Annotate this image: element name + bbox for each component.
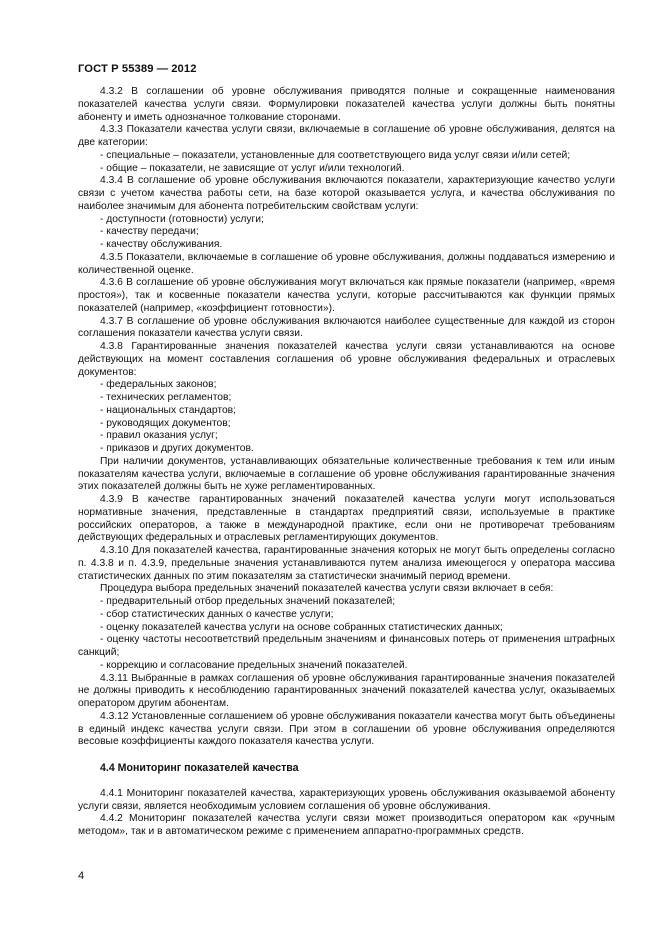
paragraph: 4.3.7 В соглашение об уровне обслуживания включаются наиболее существенные для каждой из сторон соглашения показатели качества услуги связи.	[78, 315, 615, 340]
list-item: - качеству обслуживания.	[100, 239, 223, 250]
section-heading: 4.4 Мониторинг показателей качества	[100, 762, 299, 774]
paragraph: 4.3.9 В качестве гарантированных значений показателей качества услуги могут использоваться нормативные значения, представленные в стандартах предприятий связи, используемые в практике российских операторов, а также в международной практике, если они не противоречат требованиям действующих федеральных и отраслевых регламентирующих документов.	[78, 494, 615, 544]
paragraph: 4.3.11 Выбранные в рамках соглашения об уровне обслуживания гарантированные значения показателей не должны приводить к несоблюдению гарантированных значений показателей качества услуг, оказываемых оператором другим абонентам.	[78, 672, 615, 709]
document-body	[78, 86, 615, 839]
paragraph: При наличии документов, устанавливающих обязательные количественные требования к тем или иным показателям качества услуги, включаемые в соглашение об уровне обслуживания гарантированные значения этих показателей должны быть не хуже регламентированных.	[78, 455, 615, 493]
page-number: 4	[78, 870, 85, 882]
paragraph: 4.4.2 Мониторинг показателей качества услуги связи может производиться оператором как «ручным методом», так и в автоматическом режиме с применением аппаратно-программных средств.	[78, 813, 615, 837]
list-item: - технических регламентов;	[100, 392, 232, 403]
list-item: - доступности (готовности) услуги;	[100, 213, 264, 225]
list-item: - предварительный отбор предельных значений показателей;	[100, 596, 396, 607]
list-item: - правил оказания услуг;	[100, 430, 218, 442]
paragraph: 4.3.8 Гарантированные значения показателей качества услуги связи устанавливаются на основе действующих на момент составления соглашения об уровне обслуживания федеральных и отраслевых документов:	[78, 341, 615, 378]
paragraph: 4.4.1 Мониторинг показателей качества, характеризующих уровень обслуживания оказываемой абоненту услуги связи, является необходимым условием соглашения об уровне обслуживания.	[78, 787, 615, 812]
document-header: ГОСТ Р 55389 — 2012	[78, 63, 197, 75]
paragraph: 4.3.12 Установленные соглашением об уровне обслуживания показатели качества могут быть объединены в единый индекс качества услуги связи. При этом в соглашении об уровне обслуживания определяются весовые коэффициенты каждого показателя качества услуги.	[78, 710, 615, 748]
list-item: - общие – показатели, не зависящие от услуг и/или технологий.	[100, 162, 405, 174]
list-item: - коррекцию и согласование предельных значений показателей.	[100, 659, 408, 671]
list-item: - приказов и других документов.	[100, 443, 254, 454]
list-item: - качеству передачи;	[100, 226, 199, 238]
paragraph: Процедура выбора предельных значений показателей качества услуги связи включает в себя:	[100, 583, 554, 595]
paragraph: 4.3.10 Для показателей качества, гарантированные значения которых не могут быть определены согласно п. 4.3.8 и п. 4.3.9, предельные значения устанавливаются путем анализа имеющегося у оператора массива статистических данных по этим показателям за статистически значимый период времени.	[78, 545, 615, 582]
paragraph: 4.3.5 Показатели, включаемые в соглашение об уровне обслуживания, должны поддаваться измерению и количественной оценке.	[78, 251, 615, 276]
paragraph: 4.3.6 В соглашение об уровне обслуживания могут включаться как прямые показатели (например, «время простоя»), так и косвенные показатели качества услуги, которые рассчитываются как функции прямых показателей (например, «коэффициент готовности»).	[78, 277, 615, 314]
list-item: - руководящих документов;	[100, 417, 231, 429]
paragraph: 4.3.3 Показатели качества услуги связи, включаемые в соглашение об уровне обслуживания, делятся на две категории:	[78, 124, 615, 148]
list-item: - федеральных законов;	[100, 379, 217, 391]
paragraph: - оценку частоты несоответствий предельным значениям и финансовых потерь от применения штрафных санкций;	[78, 634, 615, 658]
list-item: - национальных стандартов;	[100, 404, 237, 416]
list-item: - оценку показателей качества услуги на основе собранных статистических данных;	[100, 621, 503, 633]
list-item: - сбор статистических данных о качестве услуги;	[100, 608, 334, 620]
paragraph: 4.3.4 В соглашение об уровне обслуживания включаются показатели, характеризующие качество услуги связи с учетом качества работы сети, на базе которой оказывается услуга, и качества обслуживания по наиболее значимым для абонента потребительским свойствам услуги:	[78, 175, 615, 212]
list-item: - специальные – показатели, установленные для соответствующего вида услуг связи и/или сетей;	[100, 149, 571, 161]
paragraph: 4.3.2 В соглашении об уровне обслуживания приводятся полные и сокращенные наименования показателей качества услуги связи. Формулировки показателей качества услуги должны быть понятны абоненту и иметь однозначное толкование сторонами.	[78, 86, 615, 123]
